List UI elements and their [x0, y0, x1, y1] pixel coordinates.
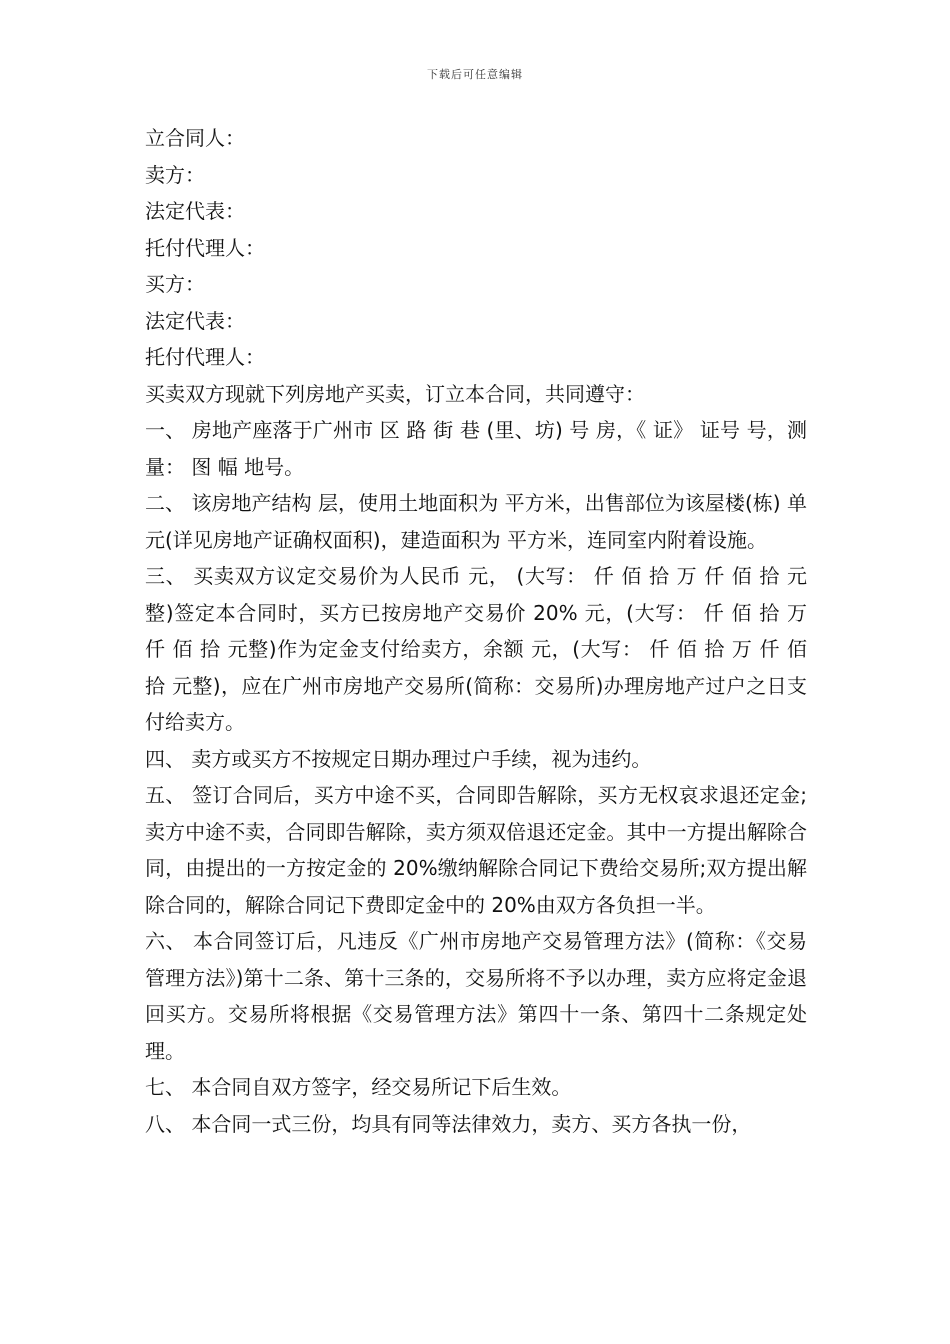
- clause-3: 三、 买卖双方议定交易价为人民币 元， (大写： 仟 佰 拾 万 仟 佰 拾 元整)签定本合同时，买方已按房地产交易价 20% 元，(大写： 仟 佰 拾 万 仟 佰 拾 元整)作为定金支付给卖方，余额 元，(大写： 仟 佰 拾 万 仟 佰 拾 元整)，应在广州市房地产交易所(简称：交易所)办理房地产过户之日支付给卖方。: [145, 564, 807, 734]
- preamble-line: 买卖双方现就下列房地产买卖，订立本合同，共同遵守：: [145, 381, 645, 406]
- seller-legal-rep-line: 法定代表：: [145, 199, 245, 223]
- buyer-legal-rep-line: 法定代表：: [145, 308, 245, 333]
- clause-2: 二、 该房地产结构 层，使用土地面积为 平方米，出售部位为该屋楼(栋) 单元(详见房地产证确权面积)，建造面积为 平方米，连同室内附着设施。: [145, 491, 807, 552]
- header-note: 下载后可任意编辑: [427, 68, 523, 81]
- clause-6: 六、 本合同签订后，凡违反《广州市房地产交易管理方法》(简称：《交易管理方法》)第十二条、第十三条的，交易所将不予以办理，卖方应将定金退回买方。交易所将根据《交易管理方法》第四十一条、第四十二条规定处理。: [145, 929, 807, 1063]
- buyer-line: 买方：: [145, 272, 205, 296]
- buyer-agent-line: 托付代理人：: [145, 345, 265, 369]
- seller-line: 卖方：: [145, 162, 205, 187]
- clause-1: 一、 房地产座落于广州市 区 路 街 巷 (里、坊) 号 房，《 证》 证号 号，测量： 图 幅 地号。: [145, 418, 807, 479]
- contract-parties-line: 立合同人：: [145, 126, 245, 150]
- clause-4: 四、 卖方或买方不按规定日期办理过户手续，视为违约。: [145, 746, 652, 771]
- clause-7: 七、 本合同自双方签字，经交易所记下后生效。: [145, 1075, 572, 1099]
- clause-5: 五、 签订合同后，买方中途不买，合同即告解除，买方无权哀求退还定金;卖方中途不卖，合同即告解除，卖方须双倍退还定金。其中一方提出解除合同，由提出的一方按定金的 20%缴纳解除合同记下费给交易所;双方提出解除合同的，解除合同记下费即定金中的 20%由双方各负担一半。: [145, 783, 807, 917]
- contract-body: [145, 120, 807, 1142]
- clause-8: 八、 本合同一式三份，均具有同等法律效力，卖方、买方各执一份，: [145, 1111, 752, 1136]
- seller-agent-line: 托付代理人：: [145, 235, 265, 260]
